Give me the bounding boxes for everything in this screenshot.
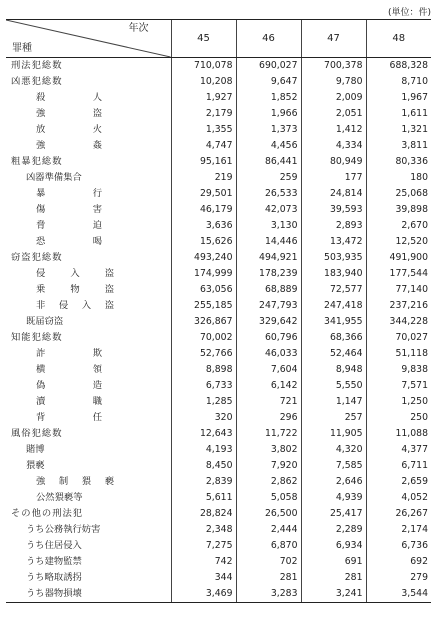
count-cell: 11,088 [366,426,431,442]
count-cell: 86,441 [236,154,301,170]
table-row [6,586,431,603]
header-corner-cell [6,20,171,58]
count-cell: 2,174 [366,522,431,538]
count-cell: 5,550 [301,378,366,394]
table-row [6,410,431,426]
count-cell: 26,533 [236,186,301,202]
table-row [6,554,431,570]
count-cell: 2,051 [301,106,366,122]
row-label-text: 風俗犯総数 [11,428,63,439]
count-cell: 5,058 [236,490,301,506]
crime-category-label [6,394,171,410]
crime-category-label [6,74,171,90]
row-label-text: 強盗 [36,108,102,119]
row-label-text: 横領 [36,364,102,375]
crime-category-label [6,266,171,282]
count-cell: 320 [171,410,236,426]
count-cell: 6,934 [301,538,366,554]
table-row [6,314,431,330]
count-cell: 344,228 [366,314,431,330]
crime-category-label [6,554,171,570]
count-cell: 8,898 [171,362,236,378]
count-cell: 177,544 [366,266,431,282]
count-cell: 178,239 [236,266,301,282]
crime-category-label [6,170,171,186]
crime-category-label [6,570,171,586]
table-row [6,490,431,506]
count-cell: 80,336 [366,154,431,170]
crime-category-label [6,282,171,298]
table-row [6,538,431,554]
count-cell: 177 [301,170,366,186]
crime-category-label [6,250,171,266]
count-cell: 68,889 [236,282,301,298]
count-cell: 721 [236,394,301,410]
count-cell: 7,585 [301,458,366,474]
count-cell: 39,898 [366,202,431,218]
count-cell: 4,193 [171,442,236,458]
table-row [6,442,431,458]
row-label-text: 公然猥褻等 [36,492,83,503]
count-cell: 26,267 [366,506,431,522]
count-cell: 14,446 [236,234,301,250]
crime-category-label [6,202,171,218]
crime-category-label [6,138,171,154]
count-cell: 2,444 [236,522,301,538]
count-cell: 80,949 [301,154,366,170]
count-cell: 2,646 [301,474,366,490]
table-row [6,58,431,75]
table-row [6,74,431,90]
table-row [6,458,431,474]
count-cell: 2,839 [171,474,236,490]
count-cell: 7,920 [236,458,301,474]
crime-category-label [6,458,171,474]
count-cell: 1,927 [171,90,236,106]
count-cell: 2,893 [301,218,366,234]
count-cell: 3,469 [171,586,236,603]
count-cell: 10,208 [171,74,236,90]
count-cell: 2,862 [236,474,301,490]
row-label-text: うち公務執行妨害 [26,524,101,535]
row-label-text: 脅迫 [36,220,102,231]
table-row [6,330,431,346]
row-label-text: 瀆職 [36,396,102,407]
count-cell: 702 [236,554,301,570]
count-cell: 13,472 [301,234,366,250]
count-cell: 12,643 [171,426,236,442]
count-cell: 42,073 [236,202,301,218]
count-cell: 7,604 [236,362,301,378]
crime-category-label [6,122,171,138]
count-cell: 742 [171,554,236,570]
count-cell: 4,320 [301,442,366,458]
row-label-text: 凶器準備集合 [26,172,82,183]
table-body [6,58,431,603]
row-label-text: 賭博 [26,444,45,455]
table-row [6,282,431,298]
row-label-text: 放火 [36,124,102,135]
count-cell: 52,766 [171,346,236,362]
table-row [6,522,431,538]
row-label-text: うち略取誘拐 [26,572,82,583]
count-cell: 1,852 [236,90,301,106]
table-row [6,154,431,170]
count-cell: 692 [366,554,431,570]
count-cell: 4,052 [366,490,431,506]
count-cell: 6,870 [236,538,301,554]
count-cell: 3,811 [366,138,431,154]
row-label-text: 強姦 [36,140,102,151]
count-cell: 700,378 [301,58,366,75]
row-label-text: うち住居侵入 [26,540,82,551]
table-row [6,378,431,394]
crime-category-label [6,586,171,603]
year-header: 47 [301,20,366,58]
row-label-text: 殺人 [36,92,102,103]
count-cell: 12,520 [366,234,431,250]
table-row [6,570,431,586]
table-row [6,426,431,442]
count-cell: 28,824 [171,506,236,522]
crime-category-label [6,314,171,330]
count-cell: 4,377 [366,442,431,458]
count-cell: 690,027 [236,58,301,75]
count-cell: 1,412 [301,122,366,138]
row-label-text: うち建物監禁 [26,556,82,567]
count-cell: 341,955 [301,314,366,330]
count-cell: 3,283 [236,586,301,603]
crime-category-label [6,362,171,378]
crime-category-label [6,522,171,538]
count-cell: 26,500 [236,506,301,522]
count-cell: 180 [366,170,431,186]
crime-category-label [6,506,171,522]
row-label-text: その他の刑法犯 [11,508,84,519]
count-cell: 344 [171,570,236,586]
table-row [6,474,431,490]
count-cell: 329,642 [236,314,301,330]
table-row [6,138,431,154]
count-cell: 4,334 [301,138,366,154]
count-cell: 247,418 [301,298,366,314]
count-cell: 24,814 [301,186,366,202]
count-cell: 39,593 [301,202,366,218]
count-cell: 7,275 [171,538,236,554]
count-cell: 6,711 [366,458,431,474]
count-cell: 1,321 [366,122,431,138]
crime-category-label [6,474,171,490]
table-row [6,218,431,234]
count-cell: 63,056 [171,282,236,298]
table-row [6,234,431,250]
count-cell: 2,179 [171,106,236,122]
count-cell: 326,867 [171,314,236,330]
count-cell: 493,240 [171,250,236,266]
count-cell: 15,626 [171,234,236,250]
count-cell: 7,571 [366,378,431,394]
count-cell: 51,118 [366,346,431,362]
count-cell: 77,140 [366,282,431,298]
count-cell: 3,130 [236,218,301,234]
count-cell: 3,241 [301,586,366,603]
count-cell: 9,838 [366,362,431,378]
count-cell: 710,078 [171,58,236,75]
table-row [6,298,431,314]
row-label-text: 恐喝 [36,236,102,247]
count-cell: 237,216 [366,298,431,314]
table-row [6,186,431,202]
count-cell: 1,285 [171,394,236,410]
count-cell: 72,577 [301,282,366,298]
year-header: 46 [236,20,301,58]
header-row [6,20,431,58]
count-cell: 3,636 [171,218,236,234]
count-cell: 281 [236,570,301,586]
year-header: 48 [366,20,431,58]
count-cell: 5,611 [171,490,236,506]
table-row [6,266,431,282]
table-row [6,346,431,362]
count-cell: 9,647 [236,74,301,90]
row-label-text: 既届窃盗 [26,316,64,327]
crime-category-label [6,346,171,362]
count-cell: 25,417 [301,506,366,522]
crime-category-label [6,378,171,394]
count-cell: 1,611 [366,106,431,122]
count-cell: 6,142 [236,378,301,394]
count-cell: 3,544 [366,586,431,603]
count-cell: 2,348 [171,522,236,538]
row-label-text: 詐欺 [36,348,102,359]
crime-category-label [6,490,171,506]
count-cell: 174,999 [171,266,236,282]
row-label-text: 偽造 [36,380,102,391]
crime-category-label [6,218,171,234]
row-label-text: 知能犯総数 [11,332,63,343]
unit-note: (単位：件) [387,8,431,18]
count-cell: 279 [366,570,431,586]
table-row [6,122,431,138]
count-cell: 4,747 [171,138,236,154]
crime-category-label [6,186,171,202]
count-cell: 70,027 [366,330,431,346]
crime-category-label [6,154,171,170]
count-cell: 2,659 [366,474,431,490]
count-cell: 8,450 [171,458,236,474]
count-cell: 1,250 [366,394,431,410]
crime-category-label [6,298,171,314]
crime-category-label [6,90,171,106]
count-cell: 1,355 [171,122,236,138]
count-cell: 503,935 [301,250,366,266]
crime-category-label [6,410,171,426]
count-cell: 219 [171,170,236,186]
count-cell: 2,009 [301,90,366,106]
count-cell: 46,179 [171,202,236,218]
count-cell: 4,939 [301,490,366,506]
count-cell: 494,921 [236,250,301,266]
table-row [6,506,431,522]
count-cell: 183,940 [301,266,366,282]
row-label-text: うち器物損壊 [26,588,82,599]
count-cell: 8,710 [366,74,431,90]
count-cell: 95,161 [171,154,236,170]
row-label-text: 侵入盗 [36,268,114,279]
table-row [6,250,431,266]
count-cell: 70,002 [171,330,236,346]
crime-category-label [6,106,171,122]
count-cell: 8,948 [301,362,366,378]
table-row [6,394,431,410]
count-cell: 259 [236,170,301,186]
count-cell: 688,328 [366,58,431,75]
count-cell: 257 [301,410,366,426]
column-axis-label: 年次 [128,23,149,34]
row-label-text: 窃盗犯総数 [11,252,63,263]
row-label-text: 刑法犯総数 [11,60,63,71]
count-cell: 46,033 [236,346,301,362]
row-label-text: 暴行 [36,188,102,199]
table-row [6,362,431,378]
row-label-text: 粗暴犯総数 [11,156,63,167]
count-cell: 6,736 [366,538,431,554]
crime-category-label [6,330,171,346]
count-cell: 1,967 [366,90,431,106]
count-cell: 281 [301,570,366,586]
count-cell: 9,780 [301,74,366,90]
count-cell: 2,289 [301,522,366,538]
table-row [6,170,431,186]
count-cell: 3,802 [236,442,301,458]
count-cell: 11,905 [301,426,366,442]
count-cell: 60,796 [236,330,301,346]
count-cell: 11,722 [236,426,301,442]
row-label-text: 傷害 [36,204,102,215]
count-cell: 691 [301,554,366,570]
table-row [6,106,431,122]
count-cell: 250 [366,410,431,426]
count-cell: 1,966 [236,106,301,122]
count-cell: 52,464 [301,346,366,362]
row-label-text: 非侵入盗 [36,300,114,311]
crime-category-label [6,234,171,250]
count-cell: 6,733 [171,378,236,394]
count-cell: 2,670 [366,218,431,234]
count-cell: 296 [236,410,301,426]
row-label-text: 凶悪犯総数 [11,76,63,87]
count-cell: 255,185 [171,298,236,314]
year-header: 45 [171,20,236,58]
table-row [6,202,431,218]
count-cell: 1,373 [236,122,301,138]
crime-statistics-table [6,19,431,603]
row-label-text: 背任 [36,412,102,423]
count-cell: 1,147 [301,394,366,410]
count-cell: 29,501 [171,186,236,202]
count-cell: 247,793 [236,298,301,314]
crime-category-label [6,426,171,442]
row-label-text: 猥褻 [26,460,45,471]
table-row [6,90,431,106]
count-cell: 491,900 [366,250,431,266]
crime-category-label [6,58,171,75]
count-cell: 25,068 [366,186,431,202]
row-label-text: 強制猥褻 [36,476,114,487]
crime-category-label [6,442,171,458]
crime-category-label [6,538,171,554]
row-axis-label: 罪種 [12,43,32,54]
count-cell: 68,366 [301,330,366,346]
row-label-text: 乗物盗 [36,284,114,295]
count-cell: 4,456 [236,138,301,154]
